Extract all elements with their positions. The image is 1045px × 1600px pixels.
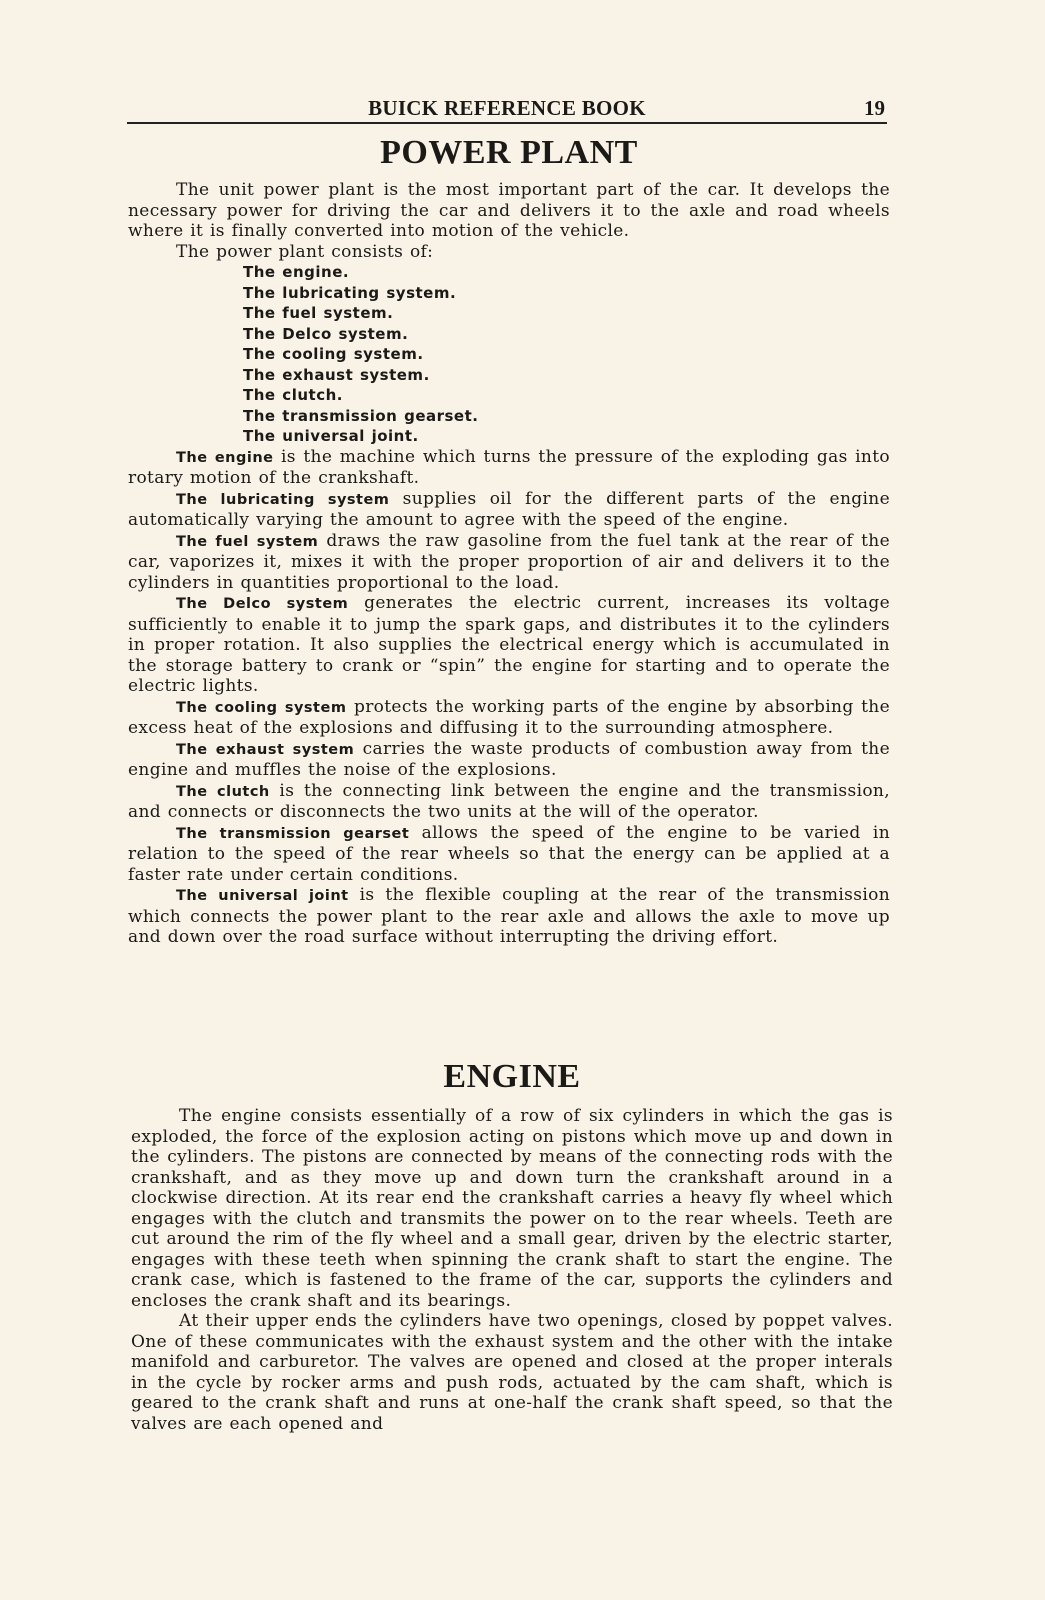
list-item: The transmission gearset.	[243, 406, 479, 425]
section-engine	[131, 1058, 893, 1434]
component-list	[128, 262, 890, 447]
section-body	[131, 1106, 893, 1434]
definition-term: The Delco system	[176, 596, 349, 612]
definition-term: The engine	[176, 449, 274, 466]
list-item: The cooling system.	[243, 345, 424, 363]
paragraph: At their upper ends the cylinders have two openings, closed by poppet valves. One of these communicates with the exhaust system and the other with the intake manifold and carburetor. The valves are opened and closed at the proper interals in the cycle by rocker arms and push rods, actuated by the cam shaft, which is geared to the crank shaft and runs at one-half the crank shaft speed, so that the valves are each opened and	[131, 1311, 893, 1434]
definition-paragraph	[128, 739, 890, 781]
paragraph: The engine consists essentially of a row of six cylinders in which the gas is exploded, the force of the explosion acting on pistons which move up and down in the cylinders. The pistons are connected by means of the connecting rods with the crankshaft, and as they move up and down turn the crankshaft around in a clockwise direction. At its rear end the crankshaft carries a heavy fly wheel which engages with the clutch and transmits the power on to the rear wheels. Teeth are cut around the rim of the fly wheel and a small gear, driven by the electric starter, engages with these teeth when spinning the crank shaft to start the engine. The crank case, which is fastened to the frame of the car, supports the cylinders and encloses the crank shaft and its bearings.	[131, 1106, 893, 1311]
book-title: BUICK REFERENCE BOOK	[368, 96, 646, 120]
list-item: The universal joint.	[243, 427, 419, 445]
section-body	[128, 180, 890, 948]
definition-text: protects the working parts of the engine by absorbing the excess heat of the explosions and diffusing it to the surrounding atmosphere.	[128, 696, 890, 738]
definition-term: The lubricating system	[176, 491, 390, 508]
definitions	[128, 447, 890, 948]
definition-paragraph	[128, 447, 890, 489]
list-item: The Delco system.	[243, 324, 409, 343]
definition-term: The universal joint	[176, 888, 349, 904]
definition-text: generates the electric current, increases its voltage sufficiently to enable it to jump the spark gaps, and distributes it to the cylinders in proper rotation. It also supplies the electrical energy which is accumulated in the storage battery to crank or “spin” the engine for starting and to operate the electric lights.	[128, 593, 890, 696]
definition-text: is the machine which turns the pressure of the exploding gas into rotary motion of the crankshaft.	[128, 446, 890, 488]
definition-text: allows the speed of the engine to be varied in relation to the speed of the rear wheels so that the energy can be applied at a faster rate under certain conditions.	[128, 822, 890, 885]
definition-text: supplies oil for the different parts of the engine automatically varying the amount to agree with the speed of the engine.	[128, 488, 890, 530]
definition-text: is the connecting link between the engine and the transmission, and connects or disconnects the two units at the will of the operator.	[128, 780, 890, 822]
definition-term: The fuel system	[176, 533, 319, 550]
definition-paragraph	[128, 697, 890, 739]
definition-paragraph	[128, 823, 890, 886]
definition-paragraph	[128, 531, 890, 594]
section-title: POWER PLANT	[380, 134, 638, 171]
list-item: The engine.	[243, 263, 350, 281]
definition-term: The exhaust system	[176, 741, 355, 758]
list-item: The lubricating system.	[243, 283, 457, 302]
list-item: The fuel system.	[243, 304, 394, 322]
list-item: The clutch.	[243, 386, 343, 404]
intro-paragraph: The unit power plant is the most important part of the car. It develops the necessary power for driving the car and delivers it to the axle and road wheels where it is finally converted into motion of the vehicle.	[128, 180, 890, 241]
definition-paragraph	[128, 781, 890, 823]
definition-paragraph	[128, 489, 890, 531]
definition-text: is the flexible coupling at the rear of the transmission which connects the power plant to the rear axle and allows the axle to move up and down over the road surface without interrupting the driving effort.	[128, 885, 890, 947]
definition-paragraph	[128, 885, 890, 948]
list-item: The exhaust system.	[243, 365, 430, 384]
definition-term: The transmission gearset	[176, 825, 410, 842]
list-intro: The power plant consists of:	[176, 241, 434, 262]
definition-term: The cooling system	[176, 699, 347, 716]
page-number: 19	[864, 96, 885, 120]
definition-paragraph	[128, 593, 890, 697]
definition-text: draws the raw gasoline from the fuel tank at the rear of the car, vaporizes it, mixes it with the proper proportion of air and delivers it to the cylinders in quantities proportional to the load.	[128, 530, 890, 593]
definition-text: carries the waste products of combustion away from the engine and muffles the noise of the explosions.	[128, 738, 890, 780]
running-header	[127, 96, 887, 124]
definition-term: The clutch	[176, 783, 270, 800]
section-power-plant	[128, 134, 890, 948]
section-title: ENGINE	[443, 1058, 581, 1095]
